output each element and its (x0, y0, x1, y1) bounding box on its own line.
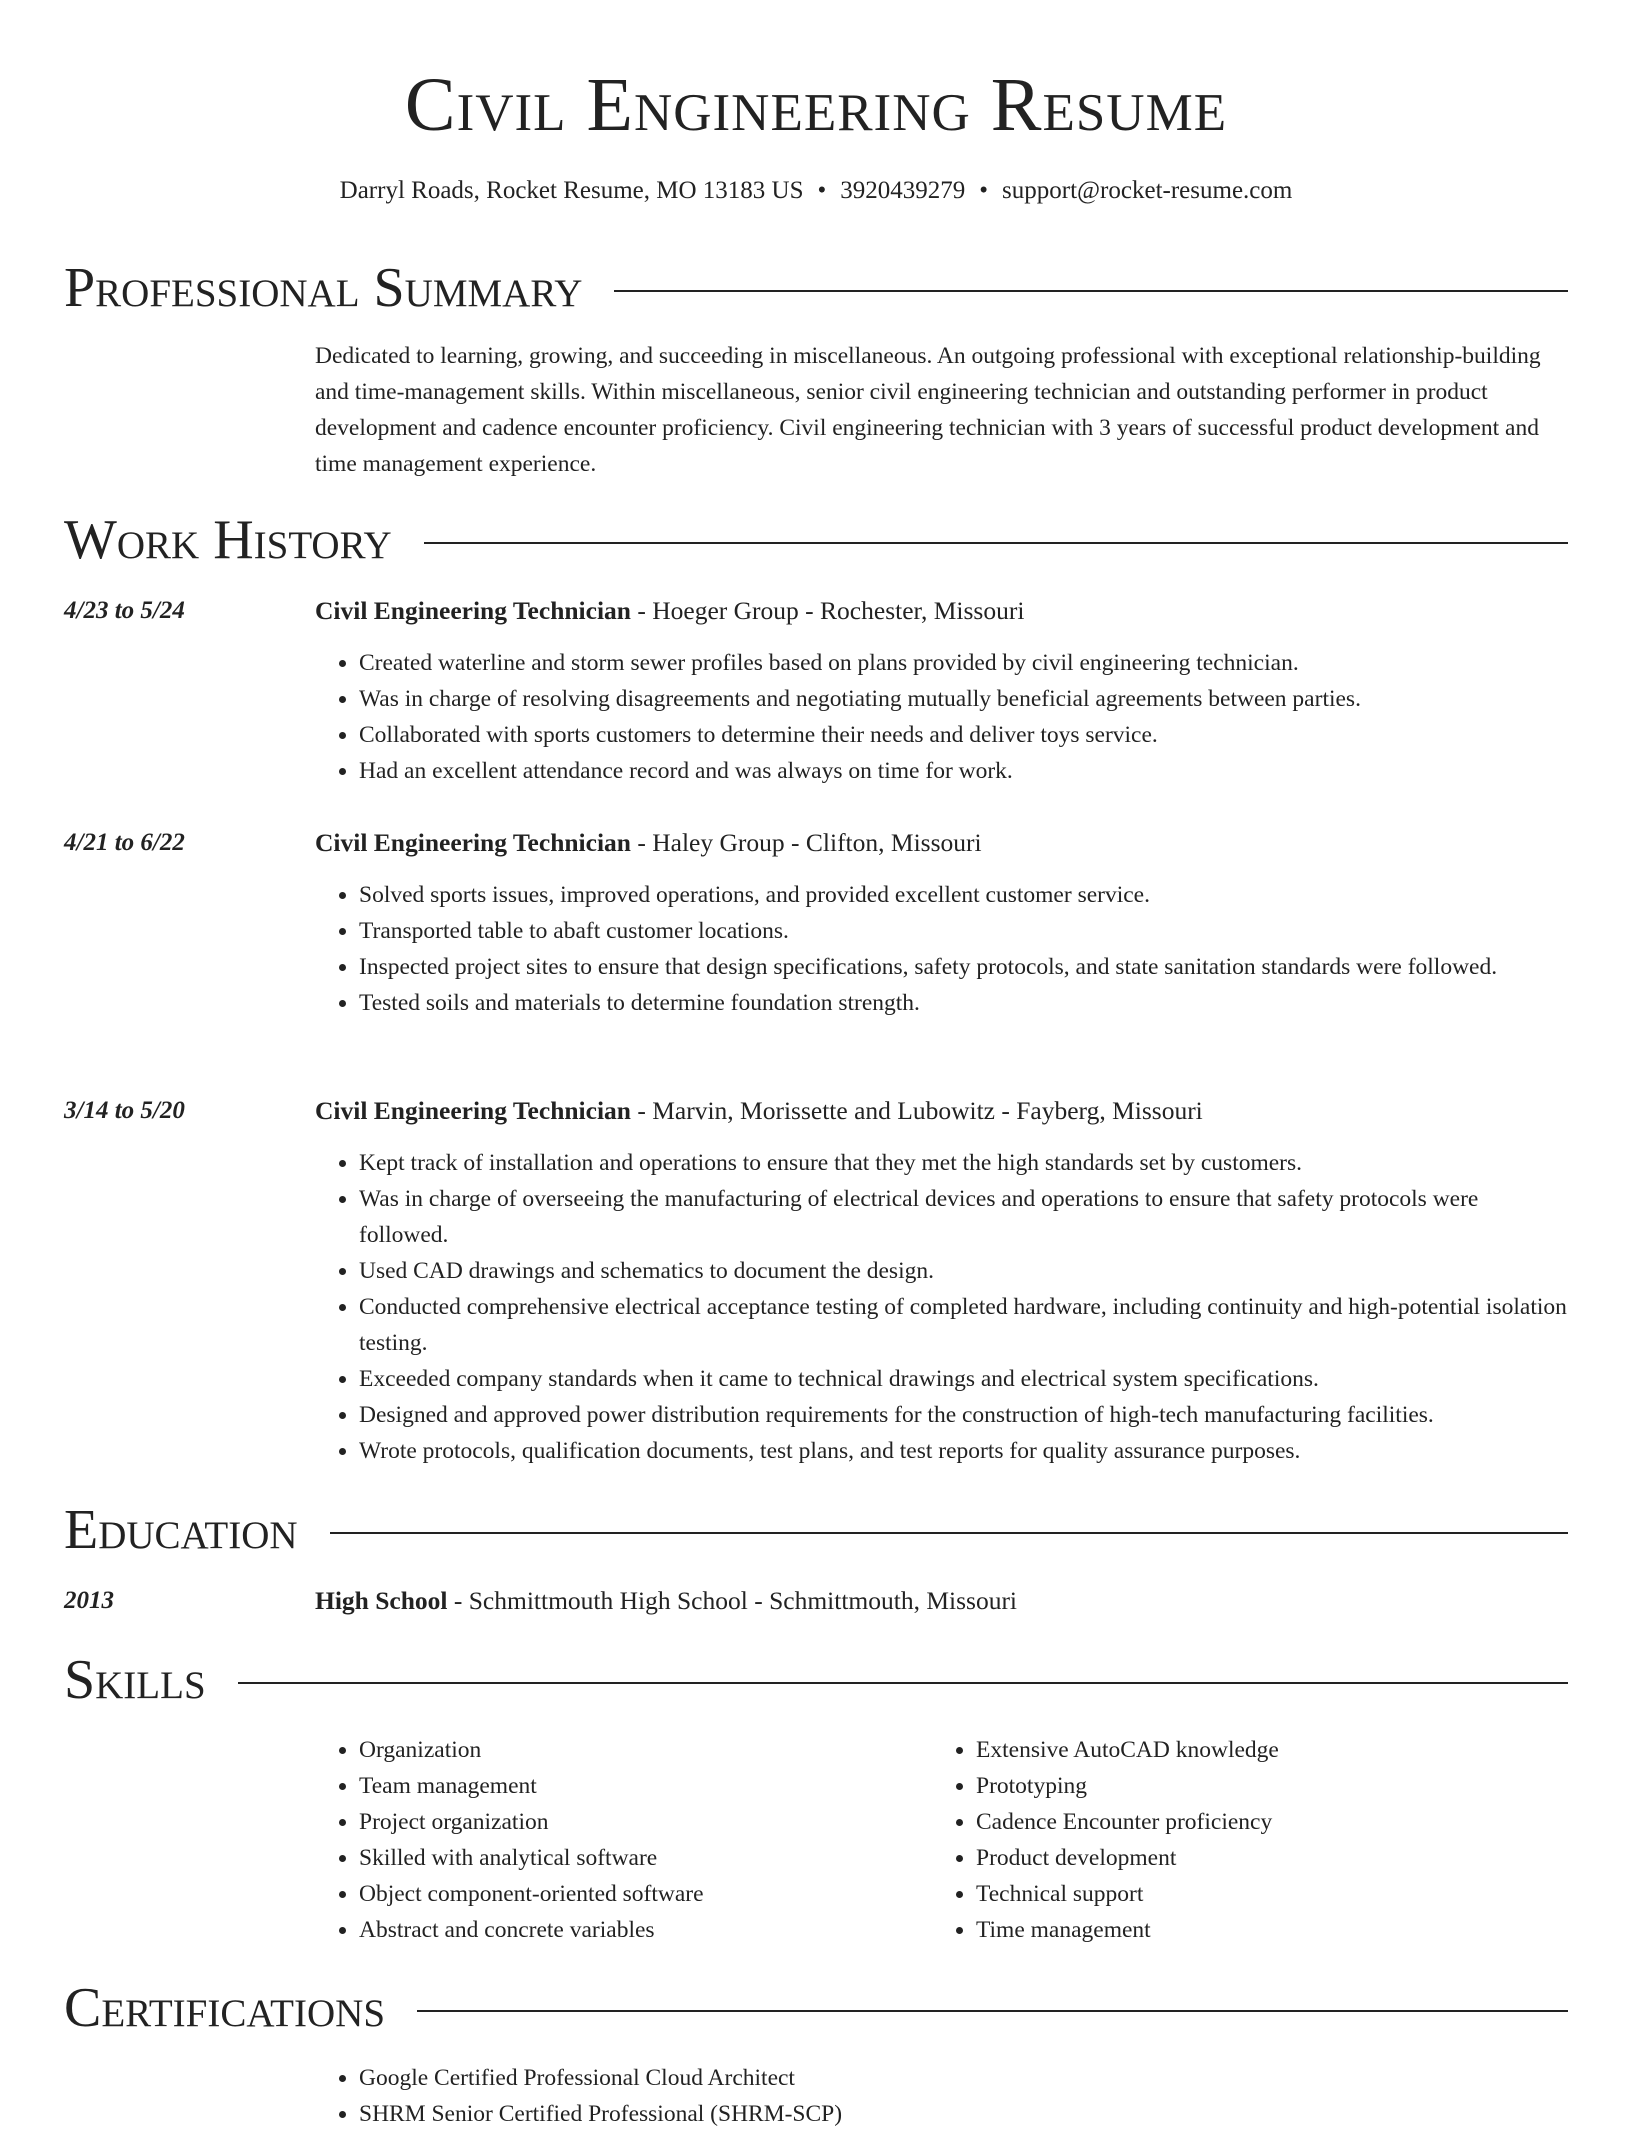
job-header (315, 1093, 1568, 1129)
summary-text: Dedicated to learning, growing, and succeeding in miscellaneous. An outgoing professional with exceptional relationship-building and time-management skills. Within miscellaneous, senior civil engineering technician and outstanding performer in product development and cadence encounter proficiency. Civil engineering technician with 3 years of successful product development and time management experience. (315, 343, 1541, 477)
resume-title: Civil Engineering Resume (404, 63, 1228, 147)
contact-address: Darryl Roads, Rocket Resume, MO 13183 US (339, 177, 804, 204)
list-item: • Kept track of installation and operations to ensure that they met the high standards set by customers. (359, 1145, 1568, 1181)
job-title: Civil Engineering Technician (315, 1096, 631, 1125)
job-title: Civil Engineering Technician (315, 596, 631, 625)
section-rule (417, 2010, 1568, 2012)
list-item: • Organization (359, 1732, 939, 1768)
section-title: Professional Summary (64, 257, 583, 319)
list-item: • Tested soils and materials to determine foundation strength. (359, 985, 1568, 1021)
section-heading-certifications (64, 1976, 1568, 2040)
section-rule (614, 290, 1568, 292)
job-title: Civil Engineering Technician (315, 828, 631, 857)
job-bullets (359, 645, 1568, 789)
education-school: - Schmittmouth High School - Schmittmouth, Missouri (447, 1586, 1018, 1615)
job-header (315, 825, 1568, 861)
section-title: Work History (64, 509, 392, 571)
skills-list-left (359, 1732, 939, 1948)
list-item: • Created waterline and storm sewer profiles based on plans provided by civil engineering technician. (359, 645, 1568, 681)
list-item: • Prototyping (976, 1768, 1568, 1804)
list-item: • Used CAD drawings and schematics to document the design. (359, 1253, 1568, 1289)
skills-list-right (976, 1732, 1568, 1948)
list-item: • Conducted comprehensive electrical acceptance testing of completed hardware, including continuity and high-potential isolation testing. (359, 1289, 1568, 1361)
job-date: 3/14 to 5/20 (64, 1097, 185, 1124)
list-item: • Time management (976, 1912, 1568, 1948)
list-item: • Inspected project sites to ensure that design specifications, safety protocols, and state sanitation standards were followed. (359, 949, 1568, 985)
list-item: • Technical support (976, 1876, 1568, 1912)
education-degree: High School (315, 1586, 448, 1615)
education-date: 2013 (64, 1587, 114, 1614)
contact-line (64, 174, 1568, 208)
section-rule (238, 1682, 1568, 1684)
list-item: • SHRM Senior Certified Professional (SHRM-SCP) (359, 2096, 1568, 2132)
contact-separator: • (979, 177, 989, 204)
list-item: • Had an excellent attendance record and was always on time for work. (359, 753, 1568, 789)
job-company: - Marvin, Morissette and Lubowitz - Fayberg, Missouri (630, 1096, 1203, 1125)
section-title: Certifications (64, 1977, 386, 2039)
list-item: • Object component-oriented software (359, 1876, 939, 1912)
contact-email: support@rocket-resume.com (1002, 177, 1293, 204)
list-item: • Skilled with analytical software (359, 1840, 939, 1876)
section-heading-education (64, 1498, 1568, 1562)
section-title: Skills (64, 1649, 206, 1711)
list-item: • Project organization (359, 1804, 939, 1840)
list-item: • Was in charge of overseeing the manufacturing of electrical devices and operations to ensure that safety protocols were followed. (359, 1181, 1568, 1253)
section-rule (424, 542, 1568, 544)
list-item: • Abstract and concrete variables (359, 1912, 939, 1948)
job-company: - Haley Group - Clifton, Missouri (630, 828, 982, 857)
contact-separator: • (817, 177, 827, 204)
list-item: • Wrote protocols, qualification documents, test plans, and test reports for quality assurance purposes. (359, 1433, 1568, 1469)
list-item: • Product development (976, 1840, 1568, 1876)
job-bullets (359, 877, 1568, 1021)
section-heading-summary (64, 256, 1568, 320)
list-item: • Designed and approved power distribution requirements for the construction of high-tech manufacturing facilities. (359, 1397, 1568, 1433)
job-company: - Hoeger Group - Rochester, Missouri (630, 596, 1025, 625)
list-item: • Extensive AutoCAD knowledge (976, 1732, 1568, 1768)
list-item: • Solved sports issues, improved operations, and provided excellent customer service. (359, 877, 1568, 913)
list-item: • Team management (359, 1768, 939, 1804)
contact-phone: 3920439279 (840, 177, 966, 204)
job-date: 4/23 to 5/24 (64, 597, 185, 624)
job-date: 4/21 to 6/22 (64, 829, 185, 856)
list-item: • Transported table to abaft customer locations. (359, 913, 1568, 949)
section-heading-work-history (64, 508, 1568, 572)
list-item: • Exceeded company standards when it came to technical drawings and electrical system specifications. (359, 1361, 1568, 1397)
job-header (315, 593, 1568, 629)
section-heading-skills (64, 1648, 1568, 1712)
job-bullets (359, 1145, 1568, 1469)
list-item: • Collaborated with sports customers to determine their needs and deliver toys service. (359, 717, 1568, 753)
education-header (315, 1583, 1568, 1619)
list-item: • Google Certified Professional Cloud Architect (359, 2060, 1568, 2096)
list-item: • Was in charge of resolving disagreements and negotiating mutually beneficial agreements between parties. (359, 681, 1568, 717)
section-rule (330, 1532, 1568, 1534)
section-title: Education (64, 1499, 298, 1561)
certifications-list (359, 2060, 1568, 2132)
list-item: • Cadence Encounter proficiency (976, 1804, 1568, 1840)
